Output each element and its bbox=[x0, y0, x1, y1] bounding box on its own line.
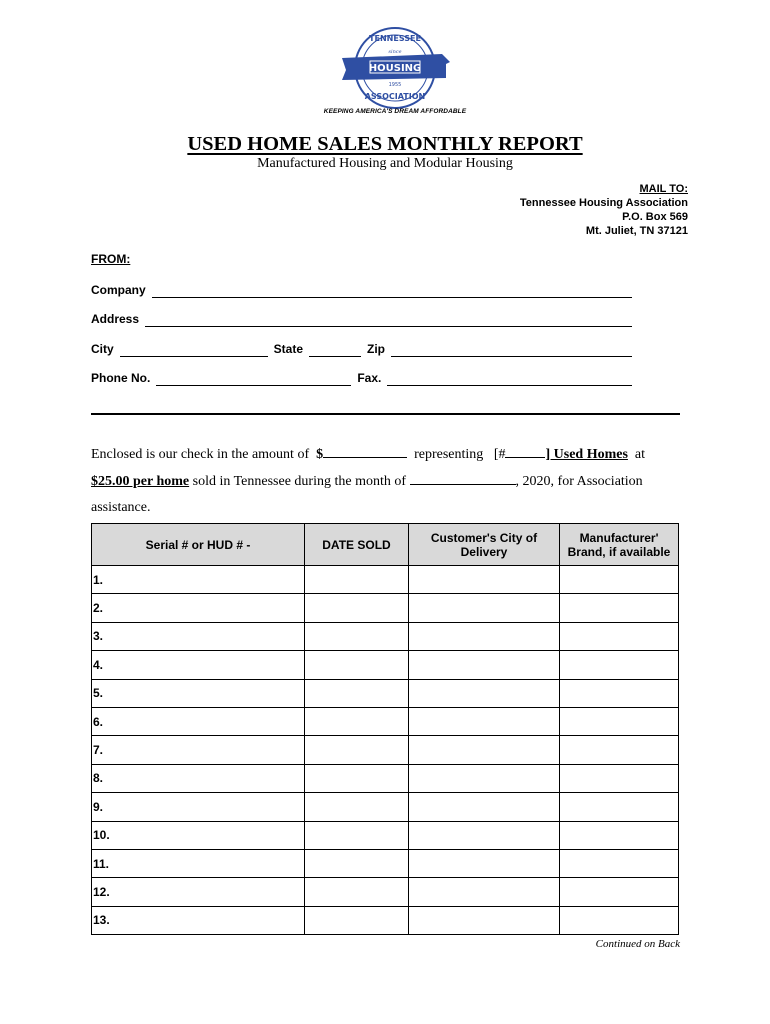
customer-city-cell[interactable] bbox=[409, 651, 560, 679]
logo-tagline: KEEPING AMERICA'S DREAM AFFORDABLE bbox=[323, 108, 467, 115]
manufacturer-cell[interactable] bbox=[560, 622, 679, 650]
manufacturer-cell[interactable] bbox=[560, 707, 679, 735]
table-row bbox=[92, 821, 679, 849]
customer-city-cell[interactable] bbox=[409, 906, 560, 934]
date-sold-cell[interactable] bbox=[305, 566, 409, 594]
sales-table bbox=[91, 523, 679, 935]
address-label: Address bbox=[91, 312, 140, 326]
serial-cell[interactable]: 13. bbox=[92, 906, 305, 934]
state-field[interactable] bbox=[309, 343, 361, 357]
serial-cell[interactable]: 11. bbox=[92, 849, 305, 877]
state-label: State bbox=[273, 342, 304, 356]
date-sold-header: DATE SOLD bbox=[305, 524, 409, 566]
statement-text: sold in Tennessee during the month of bbox=[192, 474, 407, 489]
fax-field[interactable] bbox=[387, 372, 632, 386]
date-sold-cell[interactable] bbox=[305, 793, 409, 821]
company-label: Company bbox=[91, 283, 146, 297]
customer-city-cell[interactable] bbox=[409, 736, 560, 764]
continued-note: Continued on Back bbox=[595, 938, 680, 950]
date-sold-cell[interactable] bbox=[305, 906, 409, 934]
serial-header: Serial # or HUD # - bbox=[92, 524, 305, 566]
customer-city-cell[interactable] bbox=[409, 849, 560, 877]
date-sold-cell[interactable] bbox=[305, 679, 409, 707]
serial-cell[interactable]: 5. bbox=[92, 679, 305, 707]
serial-cell[interactable]: 12. bbox=[92, 878, 305, 906]
rate-label: $25.00 per home bbox=[91, 474, 190, 489]
table-row bbox=[92, 906, 679, 934]
logo-top-text: TENNESSEE bbox=[369, 34, 421, 43]
logo-bottom-text: ASSOCIATION bbox=[364, 92, 426, 101]
manufacturer-cell[interactable] bbox=[560, 764, 679, 792]
fax-label: Fax. bbox=[357, 371, 382, 385]
customer-city-header: Customer's City of Delivery bbox=[409, 524, 560, 566]
tennessee-housing-association-logo bbox=[322, 24, 468, 120]
city-state-zip-row bbox=[91, 341, 632, 357]
mail-to-line: Mt. Juliet, TN 37121 bbox=[585, 225, 688, 237]
page-title: USED HOME SALES MONTHLY REPORT bbox=[187, 133, 583, 155]
date-sold-cell[interactable] bbox=[305, 764, 409, 792]
date-sold-cell[interactable] bbox=[305, 849, 409, 877]
date-sold-cell[interactable] bbox=[305, 736, 409, 764]
manufacturer-cell[interactable] bbox=[560, 821, 679, 849]
manufacturer-cell[interactable] bbox=[560, 878, 679, 906]
mail-to-block bbox=[520, 182, 688, 238]
mail-to-line: Tennessee Housing Association bbox=[519, 197, 688, 209]
customer-city-cell[interactable] bbox=[409, 707, 560, 735]
date-sold-cell[interactable] bbox=[305, 594, 409, 622]
zip-label: Zip bbox=[367, 342, 386, 356]
table-row bbox=[92, 707, 679, 735]
statement-line-1 bbox=[91, 445, 685, 463]
customer-city-cell[interactable] bbox=[409, 622, 560, 650]
mail-to-line: P.O. Box 569 bbox=[622, 211, 688, 223]
serial-cell[interactable]: 4. bbox=[92, 651, 305, 679]
zip-field[interactable] bbox=[391, 343, 632, 357]
table-row bbox=[92, 651, 679, 679]
logo-year: 1955 bbox=[388, 82, 402, 88]
serial-cell[interactable]: 1. bbox=[92, 566, 305, 594]
serial-cell[interactable]: 8. bbox=[92, 764, 305, 792]
table-row bbox=[92, 566, 679, 594]
section-divider bbox=[91, 413, 680, 415]
from-label: FROM: bbox=[91, 252, 131, 266]
company-row bbox=[91, 282, 632, 298]
serial-cell[interactable]: 6. bbox=[92, 707, 305, 735]
date-sold-cell[interactable] bbox=[305, 707, 409, 735]
serial-cell[interactable]: 3. bbox=[92, 622, 305, 650]
statement-text: at bbox=[634, 447, 646, 462]
month-field[interactable] bbox=[410, 472, 516, 485]
address-field[interactable] bbox=[145, 313, 632, 327]
manufacturer-header: Manufacturer' Brand, if available bbox=[560, 524, 679, 566]
page-subtitle: Manufactured Housing and Modular Housing bbox=[257, 156, 513, 171]
phone-field[interactable] bbox=[156, 372, 351, 386]
manufacturer-cell[interactable] bbox=[560, 651, 679, 679]
statement-text: , 2020, for Association bbox=[515, 474, 643, 489]
date-sold-cell[interactable] bbox=[305, 878, 409, 906]
phone-label: Phone No. bbox=[91, 371, 151, 385]
manufacturer-cell[interactable] bbox=[560, 849, 679, 877]
table-row bbox=[92, 793, 679, 821]
customer-city-cell[interactable] bbox=[409, 821, 560, 849]
logo-brand: HOUSING bbox=[368, 63, 422, 74]
customer-city-cell[interactable] bbox=[409, 764, 560, 792]
manufacturer-cell[interactable] bbox=[560, 594, 679, 622]
customer-city-cell[interactable] bbox=[409, 594, 560, 622]
statement-text: Enclosed is our check in the amount of bbox=[91, 447, 310, 462]
manufacturer-cell[interactable] bbox=[560, 566, 679, 594]
dollar-sign: $ bbox=[316, 447, 324, 462]
serial-cell[interactable]: 2. bbox=[92, 594, 305, 622]
home-count-field[interactable] bbox=[505, 445, 545, 458]
city-label: City bbox=[91, 342, 114, 356]
customer-city-cell[interactable] bbox=[409, 566, 560, 594]
phone-fax-row bbox=[91, 370, 632, 386]
logo-since: since bbox=[388, 49, 402, 55]
address-row bbox=[91, 311, 632, 327]
table-row bbox=[92, 679, 679, 707]
serial-cell[interactable]: 10. bbox=[92, 821, 305, 849]
customer-city-cell[interactable] bbox=[409, 679, 560, 707]
table-row bbox=[92, 594, 679, 622]
city-field[interactable] bbox=[120, 343, 268, 357]
used-homes-label: ] Used Homes bbox=[545, 447, 628, 462]
table-header-row bbox=[92, 524, 679, 566]
manufacturer-cell[interactable] bbox=[560, 793, 679, 821]
table-row bbox=[92, 849, 679, 877]
table-row bbox=[92, 622, 679, 650]
table-row bbox=[92, 736, 679, 764]
table-row bbox=[92, 878, 679, 906]
manufacturer-cell[interactable] bbox=[560, 906, 679, 934]
date-sold-cell[interactable] bbox=[305, 622, 409, 650]
statement-line-3: assistance. bbox=[91, 500, 151, 515]
statement-text: representing bbox=[414, 447, 484, 462]
company-field[interactable] bbox=[152, 284, 632, 298]
date-sold-cell[interactable] bbox=[305, 821, 409, 849]
customer-city-cell[interactable] bbox=[409, 793, 560, 821]
date-sold-cell[interactable] bbox=[305, 651, 409, 679]
serial-cell[interactable]: 9. bbox=[92, 793, 305, 821]
mail-to-label: MAIL TO: bbox=[639, 183, 688, 195]
serial-cell[interactable]: 7. bbox=[92, 736, 305, 764]
check-amount-field[interactable] bbox=[323, 445, 407, 458]
table-row bbox=[92, 764, 679, 792]
statement-line-2 bbox=[91, 472, 685, 490]
hash-label: [# bbox=[493, 447, 506, 462]
manufacturer-cell[interactable] bbox=[560, 679, 679, 707]
customer-city-cell[interactable] bbox=[409, 878, 560, 906]
manufacturer-cell[interactable] bbox=[560, 736, 679, 764]
